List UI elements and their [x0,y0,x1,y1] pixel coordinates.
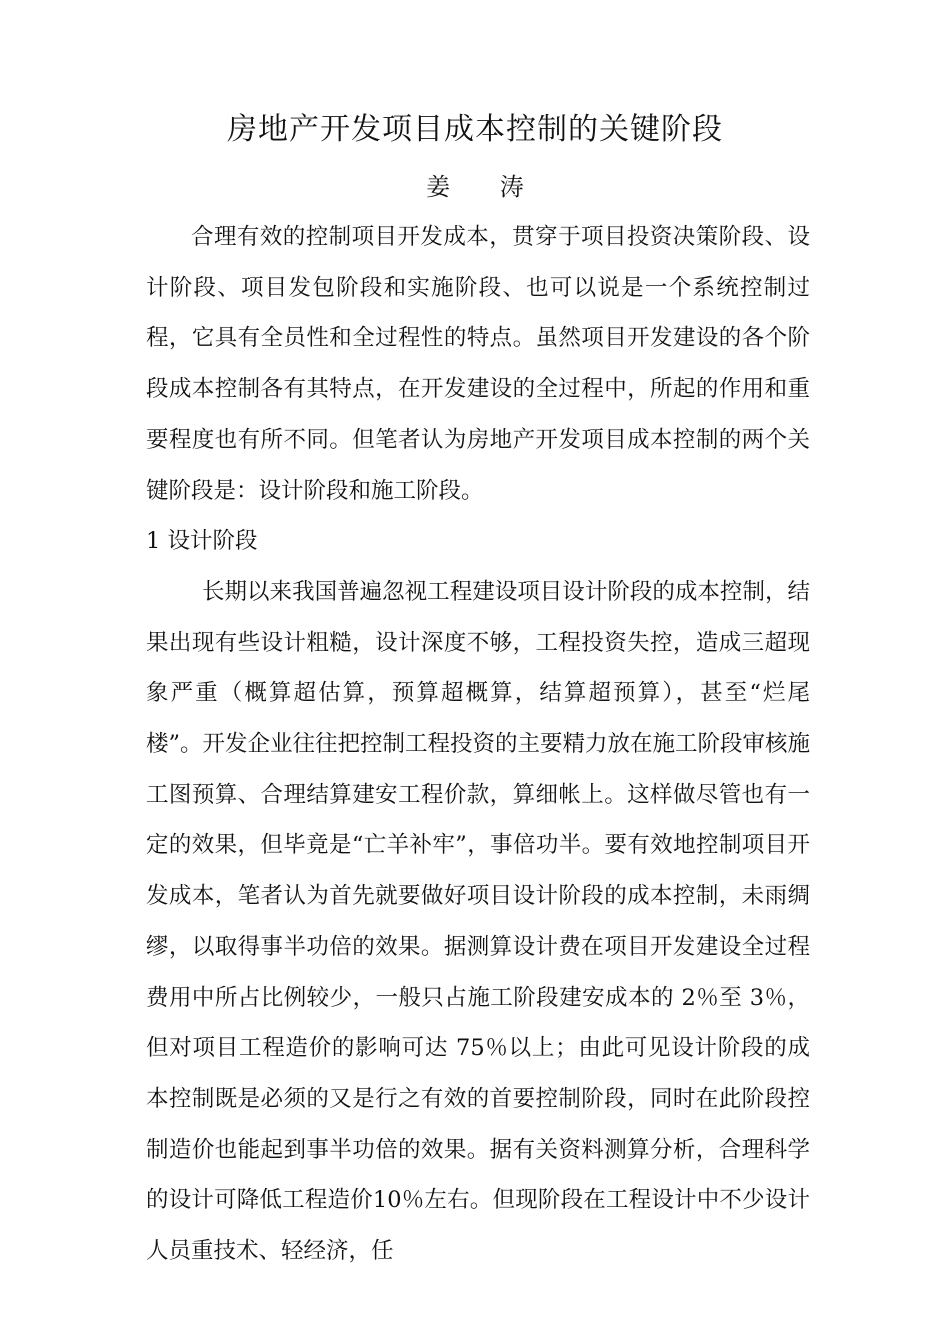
document-title: 房地产开发项目成本控制的关键阶段 [227,112,723,147]
section-paragraph: 长期以来我国普遍忽视工程建设项目设计阶段的成本控制，结果出现有些设计粗糙，设计深度不够，工程投资失控，造成三超现象严重（概算超估算，预算超概算，结算超预算），甚至“烂尾楼”。开发企业往往把控制工程投资的主要精力放在施工阶段审核施工图预算、合理结算建安工程价款，算细帐上。这样做尽管也有一定的效果，但毕竟是“亡羊补牢”，事倍功半。要有效地控制项目开发成本，笔者认为首先就要做好项目设计阶段的成本控制，未雨绸缪，以取得事半功倍的效果。据测算设计费在项目开发建设全过程费用中所占比例较少，一般只占施工阶段建安成本的 2％至 3％，但对项目工程造价的影响可达 75％以上；由此可见设计阶段的成本控制既是必须的又是行之有效的首要控制阶段，同时在此阶段控制造价也能起到事半功倍的效果。据有关资料测算分析，合理科学的设计可降低工程造价10％左右。但现阶段在工程设计中不少设计人员重技术、轻经济，任 [146,578,811,1265]
intro-paragraph: 合理有效的控制项目开发成本，贯穿于项目投资决策阶段、设计阶段、项目发包阶段和实施阶段、也可以说是一个系统控制过程，它具有全员性和全过程性的特点。虽然项目开发建设的各个阶段成本控制各有其特点，在开发建设的全过程中，所起的作用和重要程度也有所不同。但笔者认为房地产开发项目成本控制的两个关键阶段是：设计阶段和施工阶段。 [146,224,810,504]
document-body [146,212,810,1277]
section-heading: 1 设计阶段 [146,528,258,555]
document-author: 姜 涛 [426,173,524,201]
